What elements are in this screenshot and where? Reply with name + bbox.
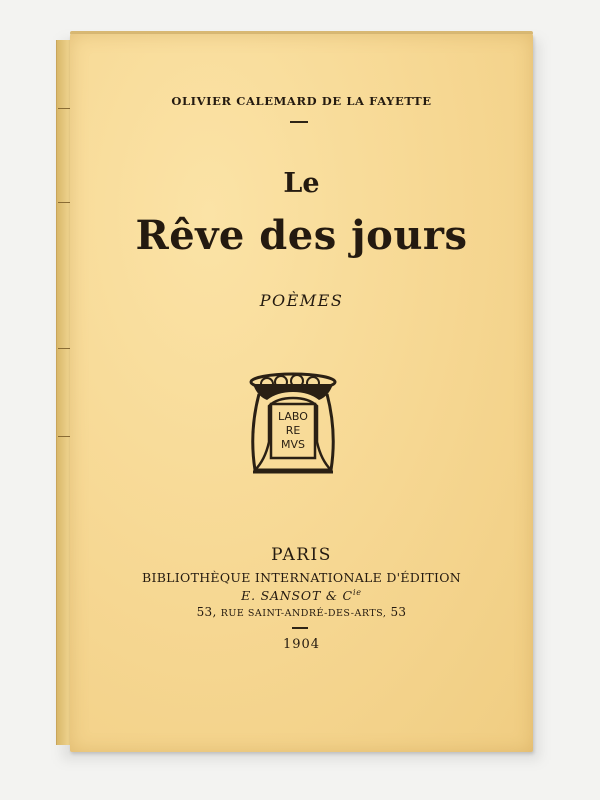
emblem-motto-2: RE <box>285 424 301 437</box>
publisher-city: PARIS <box>271 545 332 565</box>
title-article: Le <box>283 168 320 199</box>
address-street: RUE SAINT-ANDRÉ-DES-ARTS, <box>220 608 387 619</box>
divider <box>290 121 308 123</box>
emblem-motto-3: MVS <box>281 438 305 451</box>
book-subtitle: POÈMES <box>259 291 344 310</box>
publisher-address <box>70 605 533 619</box>
publisher-name: BIBLIOTHÈQUE INTERNATIONALE D'ÉDITION <box>141 570 462 585</box>
laboremus-device-icon <box>247 372 339 476</box>
divider <box>292 627 308 629</box>
publication-year: 1904 <box>282 637 321 652</box>
emblem-motto-1: LABO <box>278 410 308 423</box>
publisher-imprint-text: E. SANSOT & C <box>241 588 353 604</box>
address-number-end: 53 <box>390 605 407 619</box>
address-number: 53, <box>196 605 217 619</box>
book-title: Rêve des jours <box>135 212 468 259</box>
publisher-imprint-sup: ie <box>352 588 362 597</box>
publisher-imprint <box>70 588 533 603</box>
author-name: OLIVIER CALEMARD DE LA FAYETTE <box>171 94 432 108</box>
